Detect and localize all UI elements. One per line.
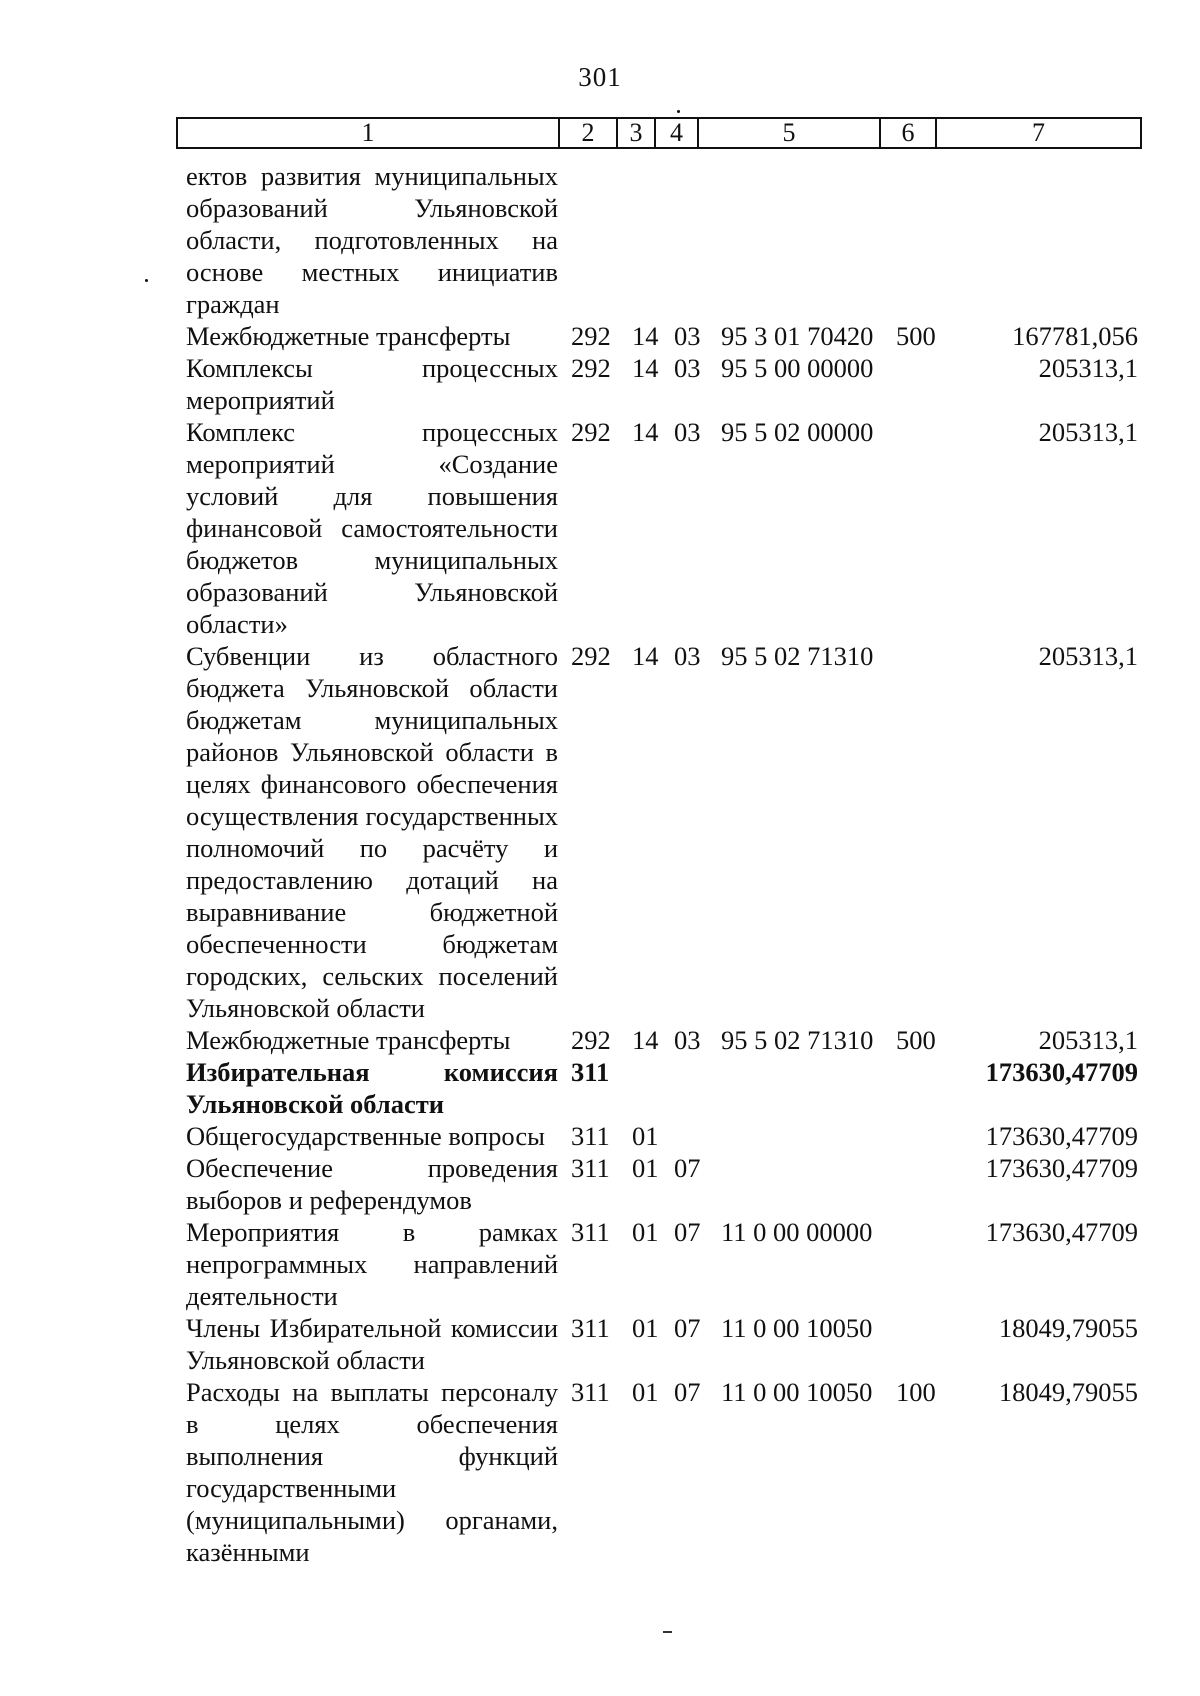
col5: 95 5 00 00000	[721, 353, 874, 383]
row-value: 205313,1	[1038, 1025, 1138, 1055]
col4: 07	[674, 1217, 701, 1247]
column-header-7: 7	[936, 118, 1141, 148]
column-header-5: 5	[698, 118, 880, 148]
col5: 95 5 02 00000	[721, 417, 874, 447]
column-header-4: 4	[655, 118, 698, 148]
column-header-2: 2	[559, 118, 617, 148]
row-name: Члены Избирательной комиссии Ульяновской области	[186, 1313, 558, 1375]
table-row	[0, 640, 1200, 1024]
row-name: Расходы на выплаты персоналу в целях обеспечения выполнения функций государственными (муниципальными) органами, казёнными	[186, 1377, 558, 1567]
row-name: Комплексы процессных мероприятий	[186, 353, 558, 415]
row-name: Общегосударственные вопросы	[186, 1121, 545, 1151]
row-value: 173630,47709	[985, 1057, 1138, 1087]
col4: 03	[674, 417, 701, 447]
row-name: Избирательная комиссия Ульяновской области	[186, 1057, 558, 1119]
scan-mark	[663, 1631, 672, 1633]
row-name: ектов развития муниципальных образований Ульяновской области, подготовленных на основе местных инициатив граждан	[186, 161, 558, 319]
col6: 500	[896, 1025, 936, 1055]
col2: 292	[571, 1025, 611, 1055]
col4: 07	[674, 1153, 701, 1183]
col5: 95 5 02 71310	[721, 1025, 874, 1055]
row-name: Субвенции из областного бюджета Ульяновской области бюджетам муниципальных районов Ульяновской области в целях финансового обеспечения осуществления государственных полномочий по расчёту и предоставлению дотаций на выравнивание бюджетной обеспеченности бюджетам городских, сельских поселений Ульяновской области	[186, 641, 558, 1023]
col4: 03	[674, 641, 701, 671]
col4: 07	[674, 1313, 701, 1343]
col5: 11 0 00 10050	[721, 1313, 873, 1343]
table-row	[0, 1120, 1200, 1152]
scan-dot	[677, 110, 680, 113]
row-value: 205313,1	[1038, 353, 1138, 383]
col3: 01	[632, 1217, 659, 1247]
col3: 14	[632, 641, 659, 671]
table-row	[0, 320, 1200, 352]
col2: 311	[571, 1057, 610, 1087]
table-row	[0, 416, 1200, 640]
table-row	[0, 1056, 1200, 1120]
col2: 292	[571, 417, 611, 447]
row-value: 173630,47709	[985, 1121, 1138, 1151]
row-value: 173630,47709	[985, 1153, 1138, 1183]
page-number: 301	[578, 62, 622, 92]
col3: 14	[632, 353, 659, 383]
col3: 01	[632, 1153, 659, 1183]
col2: 311	[571, 1313, 610, 1343]
column-header-6: 6	[880, 118, 936, 148]
col3: 01	[632, 1313, 659, 1343]
col2: 311	[571, 1121, 610, 1151]
col3: 14	[632, 1025, 659, 1055]
table-row	[0, 1152, 1200, 1216]
col2: 292	[571, 641, 611, 671]
col5: 11 0 00 00000	[721, 1217, 873, 1247]
col2: 292	[571, 321, 611, 351]
col3: 01	[632, 1121, 659, 1151]
column-header-table	[176, 117, 1142, 149]
col6: 500	[896, 321, 936, 351]
col6: 100	[896, 1377, 936, 1407]
row-value: 205313,1	[1038, 641, 1138, 671]
col2: 292	[571, 353, 611, 383]
table-row	[0, 1024, 1200, 1056]
col3: 01	[632, 1377, 659, 1407]
col2: 311	[571, 1153, 610, 1183]
col4: 03	[674, 321, 701, 351]
col4: 03	[674, 353, 701, 383]
table-row	[0, 1376, 1200, 1568]
table-row	[0, 160, 1200, 320]
col4: 03	[674, 1025, 701, 1055]
col5: 11 0 00 10050	[721, 1377, 873, 1407]
column-header-1: 1	[177, 118, 559, 148]
col5: 95 3 01 70420	[721, 321, 874, 351]
row-value: 18049,79055	[998, 1313, 1138, 1343]
budget-table-body	[0, 160, 1200, 1568]
row-name: Комплекс процессных мероприятий «Создание условий для повышения финансовой самостоятельности бюджетов муниципальных образований Ульяновской области»	[186, 417, 558, 639]
table-row	[0, 352, 1200, 416]
table-row	[0, 1216, 1200, 1312]
col4: 07	[674, 1377, 701, 1407]
col3: 14	[632, 417, 659, 447]
col2: 311	[571, 1377, 610, 1407]
row-value: 167781,056	[1012, 321, 1138, 351]
row-value: 18049,79055	[998, 1377, 1138, 1407]
row-name: Обеспечение проведения выборов и референдумов	[186, 1153, 558, 1215]
row-name: Мероприятия в рамках непрограммных направлений деятельности	[186, 1217, 558, 1311]
col3: 14	[632, 321, 659, 351]
col2: 311	[571, 1217, 610, 1247]
row-value: 173630,47709	[985, 1217, 1138, 1247]
col5: 95 5 02 71310	[721, 641, 874, 671]
row-value: 205313,1	[1038, 417, 1138, 447]
row-name: Межбюджетные трансферты	[186, 321, 511, 351]
row-name: Межбюджетные трансферты	[186, 1025, 511, 1055]
table-row	[0, 1312, 1200, 1376]
column-header-3: 3	[617, 118, 655, 148]
